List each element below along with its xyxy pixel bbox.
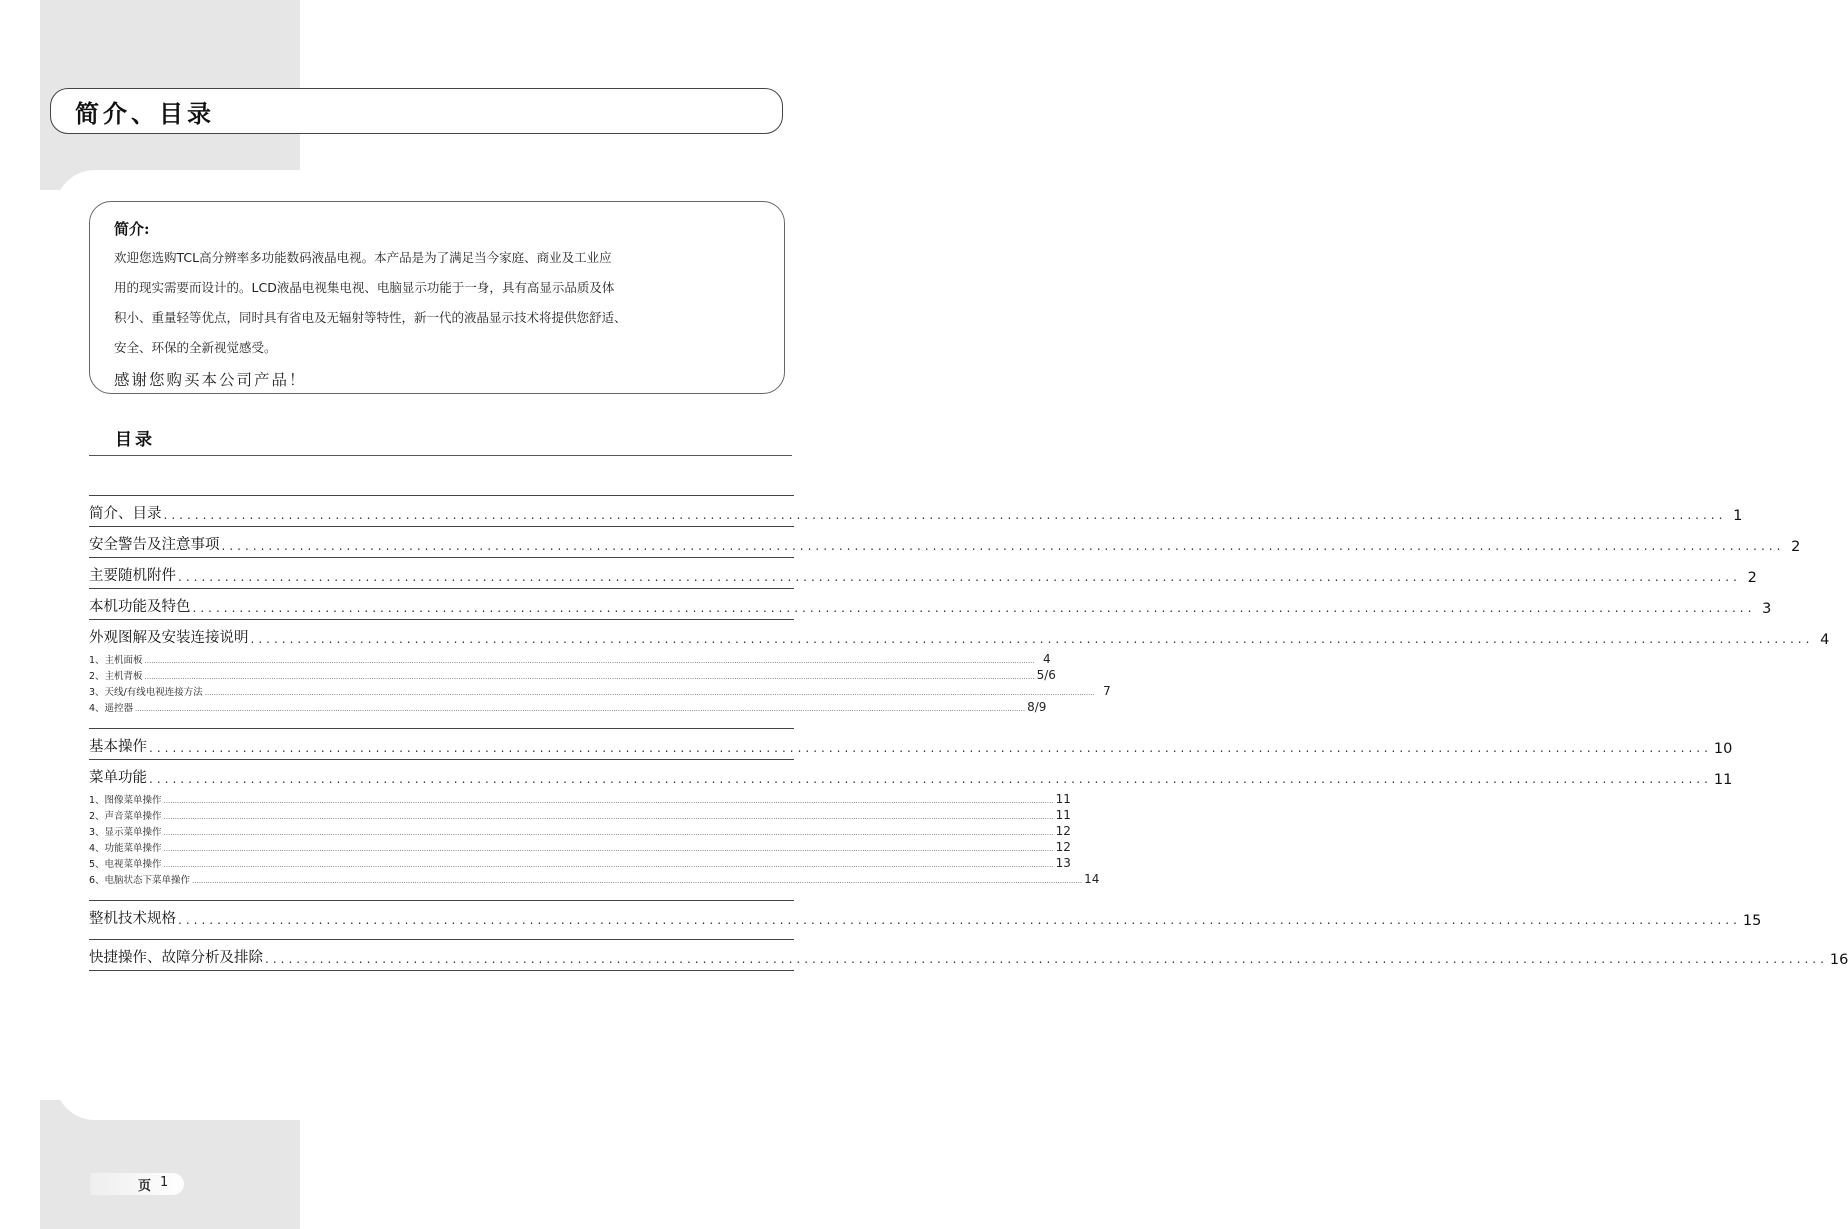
toc-item-page: 15 — [1742, 913, 1762, 929]
toc-title: 目录 — [115, 430, 155, 450]
toc-item[interactable] — [89, 760, 1733, 790]
toc-subitem-page: 7 — [1103, 684, 1111, 698]
toc-subitem-label: 2、主机背板 — [89, 671, 143, 682]
toc-leader: ................................................................................................................................................................................................................................................................................................................................................................................................................ — [135, 705, 1026, 713]
toc-subitem-page: 12 — [1055, 840, 1071, 854]
table-of-contents — [89, 495, 1848, 971]
toc-leader: ................................................................................................................................................................................................................................................................................................................................................................................................................ — [144, 673, 1035, 681]
toc-leader: ........................................................................................................................................................................................................ — [178, 913, 1741, 927]
toc-item[interactable] — [89, 729, 1733, 759]
toc-item-page: 3 — [1762, 601, 1772, 617]
intro-line: 安全、环保的全新视觉感受。 — [114, 340, 277, 355]
toc-subitem-label: 1、主机面板 — [89, 655, 143, 666]
toc-subitem-page: 4 — [1042, 652, 1051, 666]
intro-line: 用的现实需要而设计的。LCD液晶电视集电视、电脑显示功能于一身，具有高显示品质及体 — [114, 280, 615, 295]
toc-leader: ................................................................................................................................................................................................................................................................................................................................................................................................................ — [163, 797, 1054, 805]
toc-item[interactable] — [89, 940, 1848, 970]
toc-subitem[interactable] — [89, 870, 1100, 886]
toc-item-page: 11 — [1713, 772, 1733, 788]
toc-leader: ................................................................................................................................................................................................................................................................................................................................................................................................................ — [204, 689, 1095, 697]
toc-subitem[interactable] — [89, 838, 1071, 854]
toc-leader: ................................................................................................................................................................................................................................................................................................................................................................................................................ — [144, 657, 1035, 665]
toc-item[interactable] — [89, 620, 1830, 650]
toc-subitem[interactable] — [89, 854, 1071, 870]
toc-subitem-label: 6、电脑状态下菜单操作 — [89, 875, 191, 886]
toc-subitem-label: 1、图像菜单操作 — [89, 795, 162, 806]
toc-item-label: 主要随机附件 — [89, 568, 176, 584]
toc-leader: ........................................................................................................................................................................................................ — [250, 632, 1814, 646]
toc-subitem[interactable] — [89, 698, 1047, 714]
toc-leader: ................................................................................................................................................................................................................................................................................................................................................................................................................ — [163, 813, 1054, 821]
toc-subitem-page: 13 — [1055, 856, 1071, 870]
toc-subgroup-menu — [89, 790, 1100, 900]
intro-line: 积小、重量轻等优点，同时具有省电及无辐射等特性，新一代的液晶显示技术将提供您舒适、 — [114, 310, 627, 325]
toc-leader: ................................................................................................................................................................................................................................................................................................................................................................................................................ — [192, 877, 1083, 885]
toc-title-divider — [89, 455, 792, 456]
toc-item-label: 简介、目录 — [89, 506, 162, 522]
toc-leader: ........................................................................................................................................................................................................ — [265, 952, 1828, 966]
toc-leader: ........................................................................................................................................................................................................ — [149, 741, 1712, 755]
toc-subitem-label: 2、声音菜单操作 — [89, 811, 162, 822]
toc-subitem-label: 3、显示菜单操作 — [89, 827, 162, 838]
toc-leader: ........................................................................................................................................................................................................ — [149, 772, 1712, 786]
toc-item-label: 本机功能及特色 — [89, 599, 191, 615]
toc-item[interactable] — [89, 496, 1743, 526]
toc-leader: ........................................................................................................................................................................................................ — [192, 601, 1756, 615]
thanks-text: 感谢您购买本公司产品！ — [114, 371, 307, 389]
toc-item-label: 基本操作 — [89, 739, 147, 755]
toc-leader: ........................................................................................................................................................................................................ — [163, 508, 1727, 522]
toc-item-page: 16 — [1829, 952, 1848, 968]
intro-line: 欢迎您选购TCL高分辨率多功能数码液晶电视。本产品是为了满足当今家庭、商业及工业应 — [114, 250, 612, 265]
toc-leader: ................................................................................................................................................................................................................................................................................................................................................................................................................ — [163, 845, 1054, 853]
toc-item-page: 4 — [1820, 632, 1830, 648]
toc-item-label: 快捷操作、故障分析及排除 — [89, 950, 263, 966]
toc-subgroup-install — [89, 650, 1111, 728]
title-bar — [50, 88, 783, 134]
toc-subitem[interactable] — [89, 666, 1056, 682]
toc-subitem[interactable] — [89, 806, 1071, 822]
toc-leader: ................................................................................................................................................................................................................................................................................................................................................................................................................ — [163, 861, 1054, 869]
toc-item[interactable] — [89, 901, 1762, 931]
toc-divider — [89, 970, 794, 971]
toc-subitem[interactable] — [89, 650, 1051, 666]
toc-item[interactable] — [89, 527, 1801, 557]
page-label: 页 — [138, 1179, 152, 1194]
toc-subitem-page: 5/6 — [1036, 668, 1056, 682]
toc-item-page: 2 — [1791, 539, 1801, 555]
toc-subitem[interactable] — [89, 790, 1071, 806]
toc-leader: ........................................................................................................................................................................................................ — [221, 539, 1785, 553]
toc-item-page: 10 — [1713, 741, 1733, 757]
toc-subitem-label: 4、遥控器 — [89, 703, 134, 714]
toc-subitem-page: 11 — [1055, 808, 1071, 822]
toc-subitem-page: 14 — [1084, 872, 1100, 886]
intro-box — [89, 201, 785, 394]
toc-leader: ........................................................................................................................................................................................................ — [178, 570, 1741, 584]
toc-leader: ................................................................................................................................................................................................................................................................................................................................................................................................................ — [163, 829, 1054, 837]
toc-item-label: 菜单功能 — [89, 770, 147, 786]
toc-subitem-label: 5、电视菜单操作 — [89, 859, 162, 870]
page-footer — [90, 1173, 184, 1195]
toc-subitem-label: 4、功能菜单操作 — [89, 843, 162, 854]
toc-subitem-page: 12 — [1055, 824, 1071, 838]
toc-item-label: 整机技术规格 — [89, 911, 176, 927]
toc-item-label: 外观图解及安装连接说明 — [89, 630, 249, 646]
toc-subitem-label: 3、天线/有线电视连接方法 — [89, 687, 203, 698]
toc-item-page: 1 — [1733, 508, 1743, 524]
page-number: 1 — [160, 1175, 169, 1190]
toc-item-page: 2 — [1747, 570, 1757, 586]
toc-subitem-page: 8/9 — [1027, 700, 1047, 714]
page-title: 简介、目录 — [75, 99, 215, 128]
toc-item-label: 安全警告及注意事项 — [89, 537, 220, 553]
toc-subitem[interactable] — [89, 822, 1071, 838]
toc-item[interactable] — [89, 558, 1757, 588]
toc-item[interactable] — [89, 589, 1772, 619]
toc-subitem[interactable] — [89, 682, 1111, 698]
toc-subitem-page: 11 — [1055, 792, 1071, 806]
intro-heading: 简介: — [114, 220, 150, 238]
